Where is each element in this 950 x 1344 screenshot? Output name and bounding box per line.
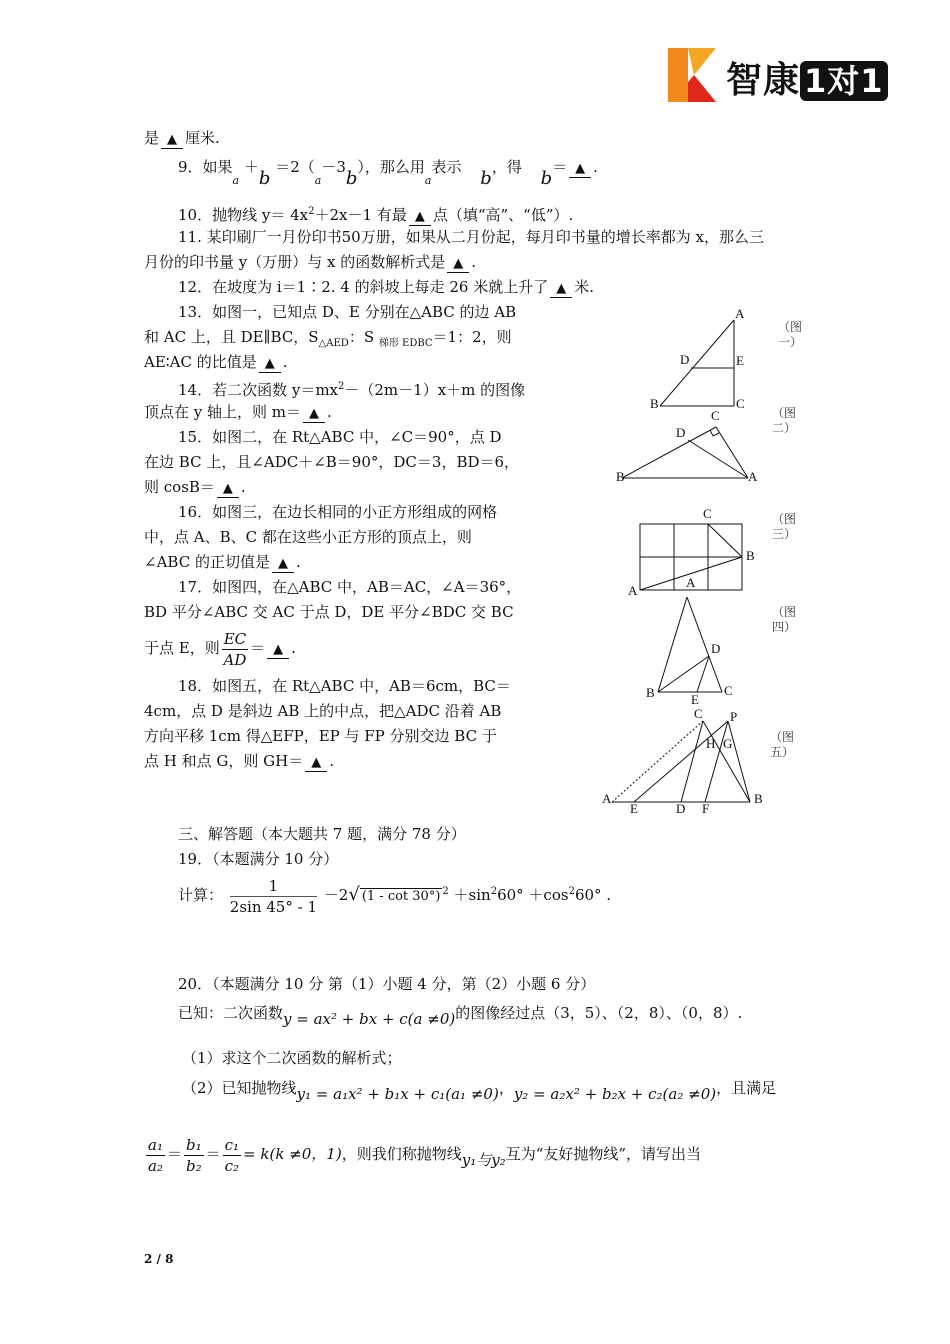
fig4-pt-B: B [646,685,655,700]
answer-blank: ▲ [550,281,572,298]
q19-heading: 19．（本题满分 10 分） [178,850,339,868]
q11-line1: 11. 某印刷厂一月份印书50万册，如果从二月份起，每月印书量的增长率都为 x，那么三 [178,228,764,246]
section-3-heading: 三、解答题（本大题共 7 题，满分 78 分） [178,825,466,843]
q17-line1: 17．如图四，在△ABC 中，AB＝AC，∠A＝36°， [178,578,522,596]
fraction-a1-a2: $\frac{\text{a₁}}{\text{a₂}}$ [148,1135,163,1175]
fraction-c1-c2: $\frac{\text{c₁}}{\text{c₂}}$ [224,1135,240,1175]
q13-line2: 和 AC 上，且 DE∥BC，$S_{\triangle AED}$：S $_{梯形 EDBC}$＝1：2，则 [144,328,512,349]
figure-1-triangle [660,320,734,406]
figure-1-label: （图一） [778,320,803,349]
fig1-pt-E: E [736,353,744,368]
q20-condition: $\frac{\text{a₁}}{\text{a₂}}$ ＝ $\frac{\text{b₁}}{\text{b₂}}$ ＝ $\frac{\text{c₁}}{\text{c₂}}$ = k(k ≠0，1)，则我们称抛物线y₁与y₂互为“友好抛物线”，请写出当 [148,1135,702,1175]
answer-blank: ▲ [217,481,239,498]
answer-blank: ▲ [272,556,294,573]
q20-given: 已知：二次函数y = ax² + bx + c(a ≠0)的图像经过点（3，5）、（2，8）、（0，8）. [178,1004,743,1028]
fig5-pt-E: E [630,801,638,816]
fig5-pt-H: H [706,736,716,751]
q12: 12．在坡度为 i＝1∶2. 4 的斜坡上每走 26 米就上升了 ▲ 米. [178,278,594,296]
figure-5-triangle [612,721,750,802]
q15-line3: 则 cosB＝ ▲ . [144,478,246,496]
q19-expression: 计算： $\frac{1}{2\sin 45^\circ - 1}$ －2√ (1 - cot 30°) $^2 +\sin^260^\circ +\cos^260^\circ$ . [178,876,612,916]
fig4-pt-E: E [691,692,699,707]
fig3-pt-B: B [746,548,755,563]
brand-badge: 1对1 [800,61,888,101]
figure-5-label: （图五） [770,730,795,759]
q16-line1: 16．如图三，在边长相同的小正方形组成的网格 [178,503,498,521]
fig4-pt-D: D [711,641,721,656]
q14-line2: 顶点在 y 轴上，则 m＝ ▲ . [144,403,332,421]
q17-line3: 于点 E，则 $\frac{EC}{AD}$ ＝ ▲ . [144,629,296,669]
q16-line2: 中，点 A、B、C 都在这些小正方形的顶点上，则 [144,528,472,546]
q17-line2: BD 平分∠ABC 交 AC 于点 D，DE 平分∠BDC 交 BC [144,603,514,621]
q18-line3: 方向平移 1cm 得△EFP，EP 与 FP 分别交边 BC 于 [144,727,497,745]
q14-line1: 14．若二次函数 $y=mx^2-(2m-1)x+m$ 的图像 [178,381,526,399]
answer-blank: ▲ [569,161,591,178]
q10: 10．抛物线 $y= 4x^2+2x-1$ 有最 ▲ 点（填“高”、“低”）. [178,206,574,224]
brand-name: 智康 1对1 [726,52,888,103]
fraction-b1-b2: $\frac{\text{b₁}}{\text{b₂}}$ [185,1135,202,1175]
figure-3-label: （图三） [772,512,797,541]
fig5-pt-G: G [723,736,733,751]
fig5-pt-D: D [676,801,686,816]
fig2-pt-A: A [748,469,758,484]
fig4-pt-C: C [724,683,733,698]
fig2-pt-C: C [711,408,720,423]
q20-part1: （1）求这个二次函数的解析式； [182,1049,402,1067]
fig5-pt-C: C [694,706,703,721]
fig2-pt-D: D [676,425,686,440]
answer-blank: ▲ [267,642,289,659]
answer-blank: ▲ [447,256,469,273]
brand-mark-icon [664,46,720,104]
q13-line3: AE∶AC 的比值是 ▲ . [144,353,288,371]
fig1-pt-D: D [680,352,690,367]
fig5-pt-P: P [730,709,738,724]
q13-line1: 13．如图一，已知点 D、E 分别在△ABC 的边 AB [178,303,517,321]
answer-blank: ▲ [305,755,327,772]
figure-4-label: （图四） [772,605,797,634]
q18-line4: 点 H 和点 G，则 GH＝ ▲ . [144,752,334,770]
fig2-pt-B: B [616,469,625,484]
q18-line2: 4cm，点 D 是斜边 AB 上的中点，把△ADC 沿着 AB [144,702,502,720]
q20-heading: 20．（本题满分 10 分 第（1）小题 4 分，第（2）小题 6 分） [178,975,596,993]
q20-part2: （2）已知抛物线y₁ = a₁x² + b₁x + c₁(a₁ ≠0)，y₂ = a₂x² + b₂x + c₂(a₂ ≠0)，且满足 [182,1079,777,1103]
fig5-pt-F: F [702,801,710,816]
answer-blank: ▲ [161,132,183,149]
q11-line2: 月份的印书量 y（万册）与 x 的函数解析式是 ▲ . [144,253,477,271]
answer-blank: ▲ [409,209,431,226]
fig3-pt-C: C [703,506,712,521]
fraction-q19: $\frac{1}{2\sin 45^\circ - 1}$ [229,876,317,916]
fig3-pt-A2: A [686,575,696,590]
brand-logo [664,46,890,106]
q9: 9．如果$_a +b =2(_a-3b)$，那么用$_a$表示 b，得 b＝ ▲ . [178,158,598,189]
q18-line1: 18．如图五，在 Rt△ABC 中，AB＝6cm，BC＝ [178,677,511,695]
fig1-pt-A: A [735,306,745,321]
fig5-pt-A: A [602,791,612,806]
fig3-pt-A1: A [628,583,638,598]
fraction-ec-ad: $\frac{EC}{AD}$ [223,629,247,669]
fig5-pt-B: B [754,791,763,806]
answer-blank: ▲ [259,356,281,373]
figure-2-label: （图二） [772,406,797,435]
q15-line2: 在边 BC 上，且∠ADC＋∠B＝90°，DC＝3，BD＝6， [144,453,520,471]
fig1-pt-B: B [650,396,659,411]
q16-line3: ∠ABC 的正切值是 ▲ . [144,553,301,571]
q8-tail: 是 ▲ 厘米. [144,129,220,147]
answer-blank: ▲ [303,406,325,423]
q15-line1: 15．如图二，在 Rt△ABC 中，∠C＝90°，点 D [178,428,502,446]
page-number: 2 / 8 [144,1252,174,1266]
fig1-pt-C: C [736,396,745,411]
